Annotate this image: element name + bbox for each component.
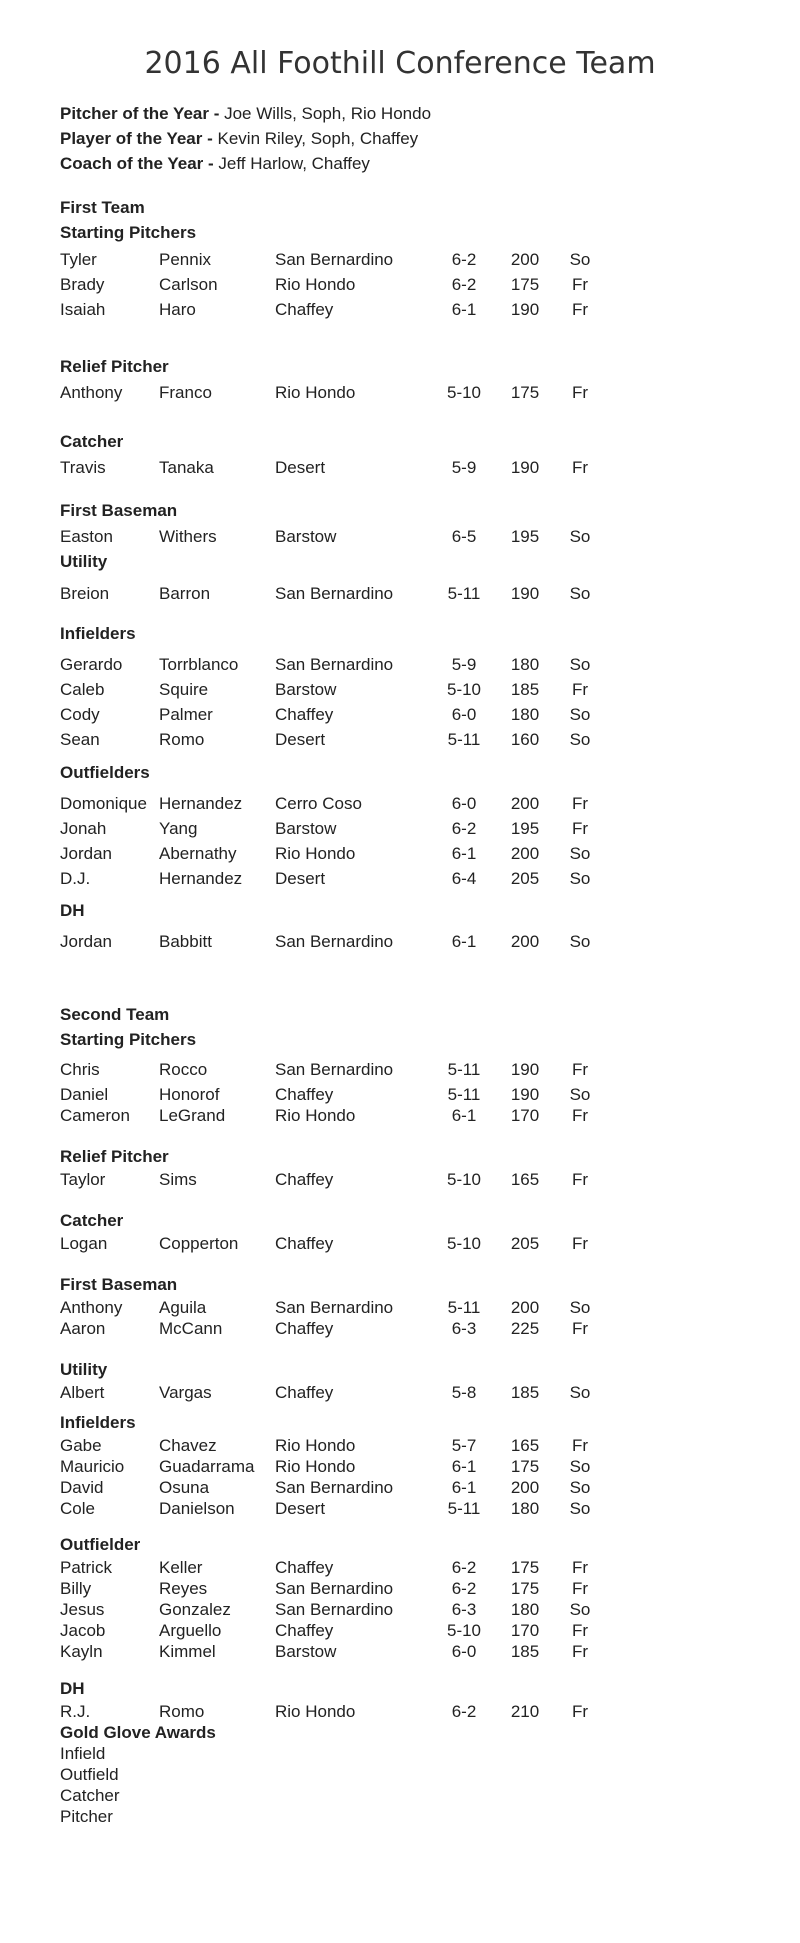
player-height: 5-7 <box>451 1436 477 1455</box>
player-row <box>0 794 800 814</box>
player-school: Cerro Coso <box>275 794 362 813</box>
player-weight: 200 <box>510 932 540 951</box>
player-year: Fr <box>571 1579 589 1598</box>
player-last-name: Osuna <box>159 1478 210 1497</box>
player-school: Barstow <box>275 527 337 546</box>
player-first-name: Jacob <box>60 1621 106 1640</box>
player-row <box>0 655 800 675</box>
player-first-name: Domonique <box>60 794 147 813</box>
section-heading: First Baseman <box>60 501 178 520</box>
player-year: Fr <box>571 1621 589 1640</box>
player-year: So <box>569 1499 591 1518</box>
player-school: Rio Hondo <box>275 1457 356 1476</box>
player-year: So <box>569 844 591 863</box>
player-height: 6-0 <box>451 794 477 813</box>
player-weight: 185 <box>510 680 540 699</box>
player-school: Chaffey <box>275 705 334 724</box>
award-label: Coach of the Year - <box>60 154 214 173</box>
player-year: Fr <box>571 794 589 813</box>
player-height: 6-1 <box>451 844 477 863</box>
player-height: 6-1 <box>451 1106 477 1125</box>
player-weight: 175 <box>510 1558 540 1577</box>
award-coach-of-year <box>60 154 370 174</box>
player-last-name: Haro <box>159 300 196 319</box>
player-year: Fr <box>571 1702 589 1721</box>
player-last-name: Vargas <box>159 1383 212 1402</box>
player-weight: 180 <box>510 655 540 674</box>
section-heading: First Baseman <box>60 1275 178 1294</box>
player-first-name: Cody <box>60 705 100 724</box>
player-row <box>0 383 800 403</box>
player-weight: 190 <box>510 584 540 603</box>
section-heading: Starting Pitchers <box>60 1030 197 1049</box>
player-school: San Bernardino <box>275 932 394 951</box>
player-weight: 185 <box>510 1383 540 1402</box>
player-year: So <box>569 527 591 546</box>
player-row <box>0 1298 800 1318</box>
player-last-name: Copperton <box>159 1234 239 1253</box>
player-row <box>0 1499 800 1519</box>
player-weight: 200 <box>510 1298 540 1317</box>
player-year: Fr <box>571 680 589 699</box>
player-weight: 200 <box>510 1478 540 1497</box>
player-first-name: Aaron <box>60 1319 106 1338</box>
player-row <box>0 300 800 320</box>
player-last-name: Rocco <box>159 1060 208 1079</box>
player-last-name: LeGrand <box>159 1106 226 1125</box>
player-first-name: Travis <box>60 458 106 477</box>
player-year: Fr <box>571 300 589 319</box>
player-height: 6-2 <box>451 1558 477 1577</box>
award-label: Player of the Year - <box>60 129 213 148</box>
player-school: Desert <box>275 730 326 749</box>
player-weight: 180 <box>510 1499 540 1518</box>
player-height: 5-9 <box>451 655 477 674</box>
player-first-name: Isaiah <box>60 300 106 319</box>
player-weight: 175 <box>510 275 540 294</box>
player-row <box>0 730 800 750</box>
player-row <box>0 1600 800 1620</box>
player-school: Desert <box>275 869 326 888</box>
player-year: So <box>569 584 591 603</box>
player-year: So <box>569 1085 591 1104</box>
player-last-name: Reyes <box>159 1579 208 1598</box>
player-height: 5-10 <box>446 1234 482 1253</box>
player-row <box>0 1621 800 1641</box>
player-last-name: Danielson <box>159 1499 235 1518</box>
section-heading: Relief Pitcher <box>60 1147 169 1166</box>
player-last-name: Carlson <box>159 275 218 294</box>
player-row <box>0 250 800 270</box>
player-year: Fr <box>571 1436 589 1455</box>
gold-glove-item: Outfield <box>60 1765 119 1784</box>
player-height: 5-10 <box>446 680 482 699</box>
player-last-name: Yang <box>159 819 198 838</box>
player-weight: 160 <box>510 730 540 749</box>
player-row <box>0 458 800 478</box>
player-year: Fr <box>571 275 589 294</box>
player-height: 6-1 <box>451 932 477 951</box>
player-weight: 190 <box>510 1085 540 1104</box>
player-first-name: R.J. <box>60 1702 91 1721</box>
player-weight: 175 <box>510 383 540 402</box>
player-school: Rio Hondo <box>275 1702 356 1721</box>
player-year: So <box>569 730 591 749</box>
player-school: Rio Hondo <box>275 844 356 863</box>
player-last-name: Hernandez <box>159 794 243 813</box>
section-heading: Catcher <box>60 432 124 451</box>
player-height: 6-1 <box>451 300 477 319</box>
player-row <box>0 1558 800 1578</box>
player-first-name: Gabe <box>60 1436 102 1455</box>
gold-glove-item: Infield <box>60 1744 106 1763</box>
player-weight: 210 <box>510 1702 540 1721</box>
player-last-name: Babbitt <box>159 932 212 951</box>
player-school: Barstow <box>275 819 337 838</box>
player-first-name: Gerardo <box>60 655 123 674</box>
player-height: 5-11 <box>447 1499 481 1518</box>
player-row <box>0 1457 800 1477</box>
player-last-name: Arguello <box>159 1621 222 1640</box>
player-row <box>0 1579 800 1599</box>
section-heading: Infielders <box>60 1413 136 1432</box>
page-title: 2016 All Foothill Conference Team <box>144 46 656 81</box>
player-height: 5-10 <box>446 383 482 402</box>
section-heading: DH <box>60 1679 85 1698</box>
section-heading: Utility <box>60 552 108 571</box>
player-year: Fr <box>571 458 589 477</box>
player-last-name: Sims <box>159 1170 197 1189</box>
player-height: 5-10 <box>446 1621 482 1640</box>
award-pitcher-of-year <box>60 104 431 124</box>
player-last-name: Abernathy <box>159 844 237 863</box>
player-first-name: David <box>60 1478 104 1497</box>
player-school: Chaffey <box>275 1085 334 1104</box>
player-height: 6-0 <box>451 705 477 724</box>
player-last-name: Romo <box>159 1702 205 1721</box>
player-height: 6-2 <box>451 1702 477 1721</box>
player-first-name: Breion <box>60 584 110 603</box>
player-height: 5-11 <box>447 1060 481 1079</box>
player-first-name: Jonah <box>60 819 107 838</box>
player-weight: 180 <box>510 705 540 724</box>
player-row <box>0 869 800 889</box>
award-label: Pitcher of the Year - <box>60 104 220 123</box>
award-player-of-year <box>60 129 418 149</box>
player-school: San Bernardino <box>275 584 394 603</box>
player-school: San Bernardino <box>275 1579 394 1598</box>
player-school: San Bernardino <box>275 250 394 269</box>
player-school: Chaffey <box>275 1558 334 1577</box>
player-row <box>0 1085 800 1105</box>
gold-glove-item: Pitcher <box>60 1807 113 1826</box>
player-weight: 195 <box>510 819 540 838</box>
player-row <box>0 1106 800 1126</box>
player-last-name: Romo <box>159 730 205 749</box>
player-year: Fr <box>571 819 589 838</box>
player-first-name: Jordan <box>60 844 112 863</box>
player-school: Chaffey <box>275 1621 334 1640</box>
section-heading: Starting Pitchers <box>60 223 197 242</box>
player-height: 5-8 <box>451 1383 477 1402</box>
player-height: 6-2 <box>451 1579 477 1598</box>
player-weight: 190 <box>510 300 540 319</box>
player-height: 5-11 <box>447 1298 481 1317</box>
player-weight: 170 <box>510 1621 540 1640</box>
player-school: Rio Hondo <box>275 1106 356 1125</box>
player-row <box>0 1478 800 1498</box>
player-height: 5-9 <box>451 458 477 477</box>
player-school: San Bernardino <box>275 1060 394 1079</box>
player-row <box>0 527 800 547</box>
player-weight: 180 <box>510 1600 540 1619</box>
player-weight: 165 <box>510 1436 540 1455</box>
player-first-name: Chris <box>60 1060 100 1079</box>
player-last-name: Franco <box>159 383 212 402</box>
player-row <box>0 584 800 604</box>
player-row <box>0 1060 800 1080</box>
gold-glove-heading: Gold Glove Awards <box>60 1723 216 1742</box>
player-row <box>0 1436 800 1456</box>
player-year: Fr <box>571 1106 589 1125</box>
player-first-name: Mauricio <box>60 1457 125 1476</box>
player-year: So <box>569 1478 591 1497</box>
player-first-name: Albert <box>60 1383 105 1402</box>
player-first-name: Anthony <box>60 1298 123 1317</box>
player-row <box>0 932 800 952</box>
player-last-name: McCann <box>159 1319 223 1338</box>
player-row <box>0 1642 800 1662</box>
player-first-name: Easton <box>60 527 113 546</box>
player-first-name: Patrick <box>60 1558 112 1577</box>
award-value: Kevin Riley, Soph, Chaffey <box>217 129 419 148</box>
player-school: Chaffey <box>275 1234 334 1253</box>
player-row <box>0 844 800 864</box>
player-first-name: Logan <box>60 1234 108 1253</box>
player-last-name: Barron <box>159 584 211 603</box>
player-last-name: Withers <box>159 527 217 546</box>
player-last-name: Keller <box>159 1558 203 1577</box>
player-year: Fr <box>571 1234 589 1253</box>
player-school: Chaffey <box>275 1383 334 1402</box>
player-row <box>0 275 800 295</box>
player-year: Fr <box>571 1060 589 1079</box>
player-height: 6-3 <box>451 1600 477 1619</box>
player-year: So <box>569 1298 591 1317</box>
player-school: San Bernardino <box>275 1478 394 1497</box>
player-year: So <box>569 869 591 888</box>
player-year: Fr <box>571 383 589 402</box>
player-school: Rio Hondo <box>275 275 356 294</box>
player-school: Desert <box>275 1499 326 1518</box>
player-height: 6-2 <box>451 819 477 838</box>
player-weight: 200 <box>510 794 540 813</box>
section-heading: DH <box>60 901 85 920</box>
section-heading: Catcher <box>60 1211 124 1230</box>
player-weight: 200 <box>510 844 540 863</box>
player-first-name: Caleb <box>60 680 105 699</box>
section-heading: Infielders <box>60 624 136 643</box>
player-row <box>0 680 800 700</box>
player-weight: 225 <box>510 1319 540 1338</box>
player-year: So <box>569 1457 591 1476</box>
section-heading: Outfielder <box>60 1535 141 1554</box>
player-last-name: Squire <box>159 680 209 699</box>
player-school: San Bernardino <box>275 1298 394 1317</box>
player-row <box>0 1319 800 1339</box>
player-school: Barstow <box>275 680 337 699</box>
player-year: Fr <box>571 1319 589 1338</box>
player-weight: 190 <box>510 458 540 477</box>
player-first-name: Anthony <box>60 383 123 402</box>
player-school: Chaffey <box>275 300 334 319</box>
player-last-name: Gonzalez <box>159 1600 231 1619</box>
player-height: 5-11 <box>447 1085 481 1104</box>
player-row <box>0 819 800 839</box>
player-row <box>0 1383 800 1403</box>
player-weight: 190 <box>510 1060 540 1079</box>
player-first-name: D.J. <box>60 869 91 888</box>
player-year: Fr <box>571 1642 589 1661</box>
player-weight: 185 <box>510 1642 540 1661</box>
player-row <box>0 705 800 725</box>
player-first-name: Cole <box>60 1499 95 1518</box>
player-school: Chaffey <box>275 1319 334 1338</box>
player-school: Barstow <box>275 1642 337 1661</box>
section-heading: Utility <box>60 1360 108 1379</box>
player-last-name: Kimmel <box>159 1642 216 1661</box>
player-year: So <box>569 655 591 674</box>
player-weight: 175 <box>510 1579 540 1598</box>
player-year: So <box>569 1383 591 1402</box>
player-height: 6-5 <box>451 527 477 546</box>
first-team-title: First Team <box>60 198 145 217</box>
player-first-name: Cameron <box>60 1106 130 1125</box>
player-first-name: Jordan <box>60 932 112 951</box>
player-last-name: Pennix <box>159 250 211 269</box>
player-height: 5-10 <box>446 1170 482 1189</box>
player-first-name: Jesus <box>60 1600 105 1619</box>
player-height: 6-0 <box>451 1642 477 1661</box>
player-first-name: Taylor <box>60 1170 106 1189</box>
player-last-name: Palmer <box>159 705 213 724</box>
section-heading: Outfielders <box>60 763 150 782</box>
player-height: 6-2 <box>451 250 477 269</box>
player-last-name: Hernandez <box>159 869 243 888</box>
player-height: 6-1 <box>451 1457 477 1476</box>
player-year: So <box>569 932 591 951</box>
player-weight: 205 <box>510 1234 540 1253</box>
player-height: 5-11 <box>447 730 481 749</box>
gold-glove-item: Catcher <box>60 1786 120 1805</box>
player-school: Chaffey <box>275 1170 334 1189</box>
player-weight: 170 <box>510 1106 540 1125</box>
player-weight: 200 <box>510 250 540 269</box>
player-last-name: Torrblanco <box>159 655 239 674</box>
player-first-name: Daniel <box>60 1085 109 1104</box>
player-first-name: Billy <box>60 1579 92 1598</box>
player-first-name: Kayln <box>60 1642 103 1661</box>
player-year: Fr <box>571 1170 589 1189</box>
player-row <box>0 1702 800 1722</box>
player-height: 6-1 <box>451 1478 477 1497</box>
player-year: So <box>569 705 591 724</box>
player-year: Fr <box>571 1558 589 1577</box>
player-weight: 195 <box>510 527 540 546</box>
player-school: San Bernardino <box>275 655 394 674</box>
player-school: Rio Hondo <box>275 383 356 402</box>
player-last-name: Chavez <box>159 1436 217 1455</box>
player-last-name: Guadarrama <box>159 1457 255 1476</box>
player-first-name: Brady <box>60 275 105 294</box>
player-height: 5-11 <box>447 584 481 603</box>
award-value: Jeff Harlow, Chaffey <box>218 154 370 173</box>
player-weight: 205 <box>510 869 540 888</box>
player-school: Desert <box>275 458 326 477</box>
player-height: 6-3 <box>451 1319 477 1338</box>
player-year: So <box>569 250 591 269</box>
player-year: So <box>569 1600 591 1619</box>
player-row <box>0 1170 800 1190</box>
award-value: Joe Wills, Soph, Rio Hondo <box>224 104 432 123</box>
player-school: San Bernardino <box>275 1600 394 1619</box>
player-row <box>0 1234 800 1254</box>
player-last-name: Aguila <box>159 1298 207 1317</box>
player-weight: 175 <box>510 1457 540 1476</box>
player-last-name: Honorof <box>159 1085 220 1104</box>
player-height: 6-2 <box>451 275 477 294</box>
player-weight: 165 <box>510 1170 540 1189</box>
second-team-title: Second Team <box>60 1005 170 1024</box>
player-first-name: Sean <box>60 730 100 749</box>
player-last-name: Tanaka <box>159 458 214 477</box>
player-school: Rio Hondo <box>275 1436 356 1455</box>
player-height: 6-4 <box>451 869 477 888</box>
player-first-name: Tyler <box>60 250 97 269</box>
section-heading: Relief Pitcher <box>60 357 169 376</box>
